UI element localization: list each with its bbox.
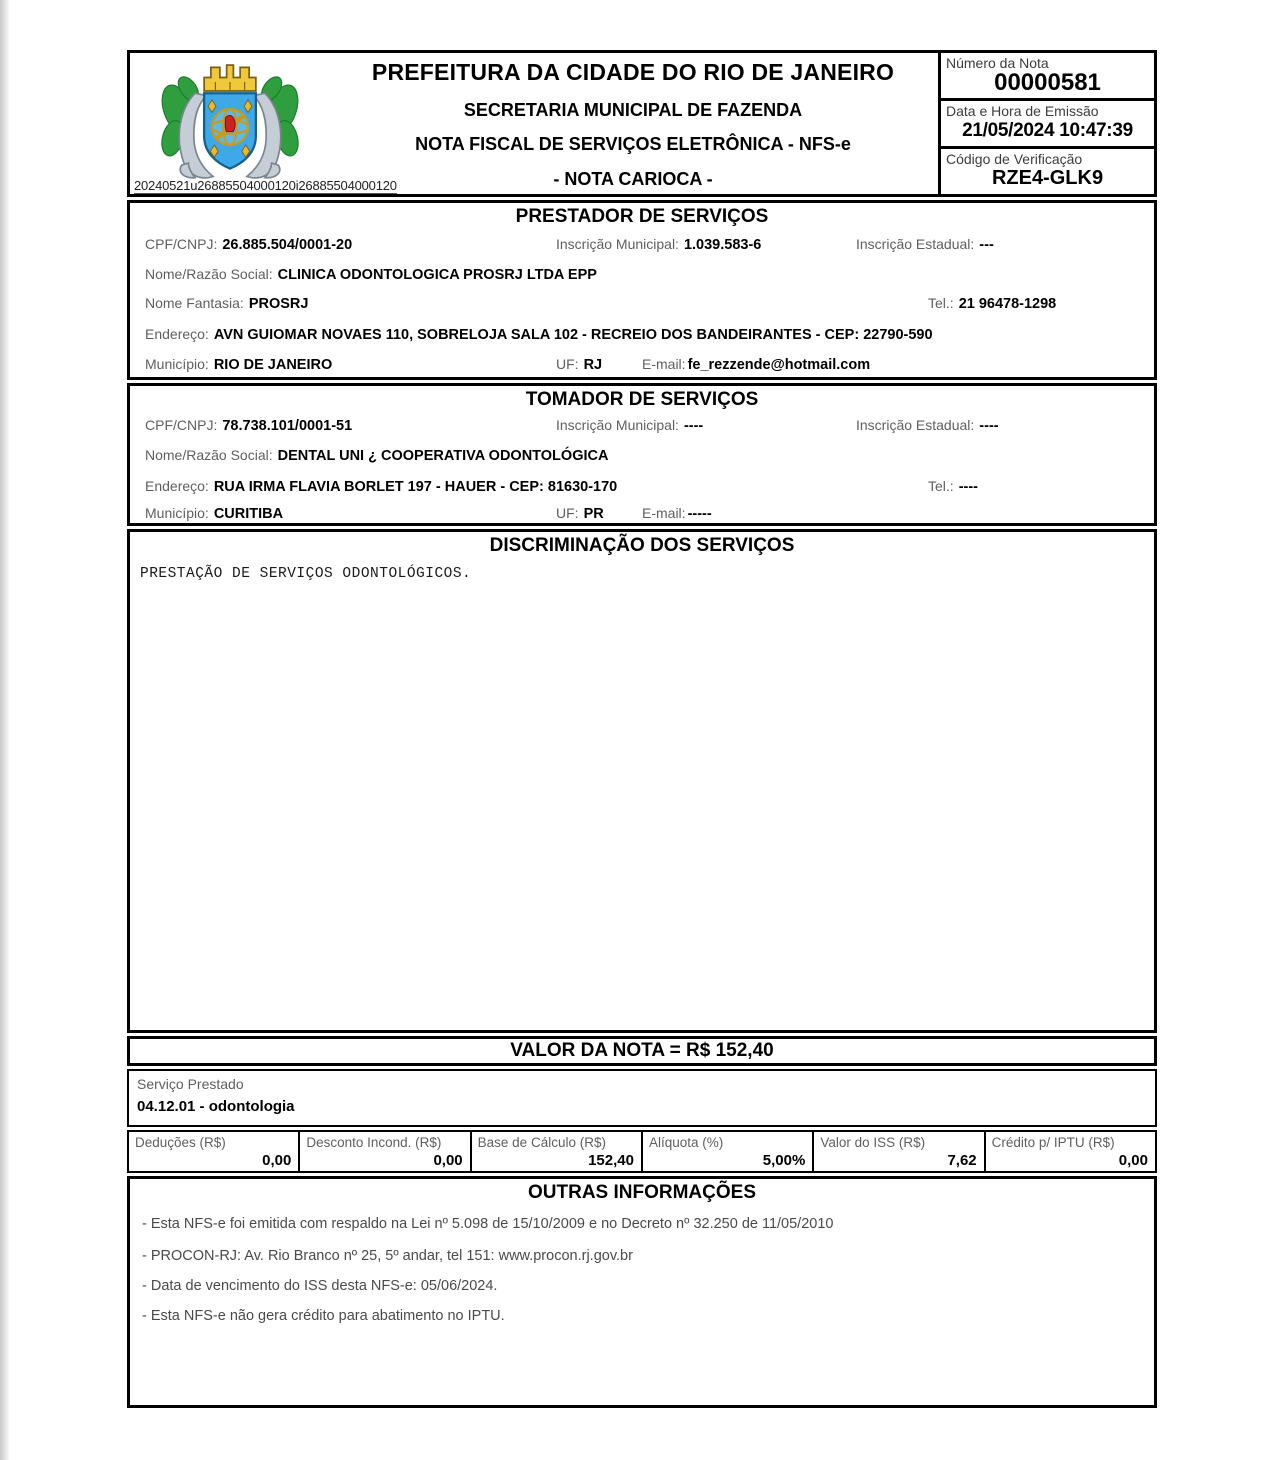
prestador-row-fantasia <box>130 295 1154 317</box>
tomador-endereco: Endereço: RUA IRMA FLAVIA BORLET 197 - HAUER - CEP: 81630-170 <box>145 478 618 495</box>
totals-cell-valor-iss: Valor do ISS (R$) 7,62 <box>812 1132 983 1171</box>
emission-cell <box>941 98 1154 146</box>
prestador-nome-fantasia: Nome Fantasia: PROSRJ <box>145 295 309 312</box>
header-titles <box>328 53 938 194</box>
outras-informacoes-title: OUTRAS INFORMAÇÕES <box>528 1182 756 1203</box>
emission-value: 21/05/2024 10:47:39 <box>962 120 1133 141</box>
nota-carioca-title: - NOTA CARIOCA - <box>553 168 713 189</box>
tomador-municipio: Município: CURITIBA <box>145 505 284 522</box>
totals-cell-credito-iptu: Crédito p/ IPTU (R$) 0,00 <box>984 1132 1155 1171</box>
prestador-row-endereco <box>130 326 1154 348</box>
emission-label: Data e Hora de Emissão <box>946 103 1099 119</box>
tomador-inscricao-estadual: Inscrição Estadual: ---- <box>856 417 999 434</box>
tomador-uf: UF: PR <box>556 505 604 522</box>
header-right-column <box>938 53 1154 194</box>
prestador-email: E-mail: fe_rezzende@hotmail.com <box>642 356 871 373</box>
nota-number-cell <box>941 53 1154 98</box>
nota-number-label: Número da Nota <box>946 55 1049 71</box>
prestador-row-municipio <box>130 356 1154 378</box>
prestador-uf: UF: RJ <box>556 356 603 373</box>
nfse-invoice-document <box>127 50 1157 1408</box>
secretaria-title: SECRETARIA MUNICIPAL DE FAZENDA <box>463 99 803 120</box>
header-section <box>127 50 1157 197</box>
tomador-razao-social: Nome/Razão Social: DENTAL UNI ¿ COOPERATIVA ODONTOLÓGICA <box>145 447 609 464</box>
tomador-row-municipio <box>130 505 1154 527</box>
outras-line-4: - Esta NFS-e não gera crédito para abatimento no IPTU. <box>142 1308 505 1324</box>
prestador-row-razao <box>130 266 1154 288</box>
nfse-title: NOTA FISCAL DE SERVIÇOS ELETRÔNICA - NFS-e <box>415 134 851 155</box>
nota-number-value: 00000581 <box>994 69 1101 96</box>
prestador-municipio: Município: RIO DE JANEIRO <box>145 356 333 373</box>
tomador-tel: Tel.: ---- <box>928 478 979 495</box>
totals-cell-base-calculo: Base de Cálculo (R$) 152,40 <box>470 1132 641 1171</box>
outras-line-1: - Esta NFS-e foi emitida com respaldo na Lei nº 5.098 de 15/10/2009 e no Decreto nº 32.250 de 11/05/2010 <box>142 1216 834 1232</box>
tomador-cpf-cnpj: CPF/CNPJ: 78.738.101/0001-51 <box>145 417 353 434</box>
servico-prestado-section <box>127 1069 1157 1127</box>
totals-table <box>127 1130 1157 1173</box>
totals-cell-desconto: Desconto Incond. (R$) 0,00 <box>298 1132 469 1171</box>
city-title: PREFEITURA DA CIDADE DO RIO DE JANEIRO <box>371 59 895 85</box>
prestador-row-ids <box>130 236 1154 258</box>
scanned-page-edge <box>0 0 10 1460</box>
prestador-title: PRESTADOR DE SERVIÇOS <box>515 206 769 227</box>
prestador-cpf-cnpj: CPF/CNPJ: 26.885.504/0001-20 <box>145 236 353 253</box>
servico-prestado-value: 04.12.01 - odontologia <box>137 1098 295 1115</box>
tomador-row-endereco <box>130 478 1154 500</box>
valor-da-nota-text: VALOR DA NOTA = R$ 152,40 <box>510 1040 774 1061</box>
prestador-tel: Tel.: 21 96478-1298 <box>928 295 1057 312</box>
barcode-id-text: 20240521u26885504000120i26885504000120 <box>134 178 397 193</box>
prestador-endereco: Endereço: AVN GUIOMAR NOVAES 110, SOBRELOJA SALA 102 - RECREIO DOS BANDEIRANTES - CEP: 22790-590 <box>145 326 933 343</box>
rio-coat-of-arms-logo <box>154 55 306 181</box>
discriminacao-title: DISCRIMINAÇÃO DOS SERVIÇOS <box>489 535 795 556</box>
tomador-row-ids <box>130 417 1154 439</box>
servico-prestado-label: Serviço Prestado <box>137 1076 244 1092</box>
tomador-inscricao-municipal: Inscrição Municipal: ---- <box>556 417 704 434</box>
tomador-title: TOMADOR DE SERVIÇOS <box>525 389 759 410</box>
verification-value: RZE4-GLK9 <box>991 167 1104 189</box>
outras-informacoes-section <box>127 1176 1157 1408</box>
outras-line-2: - PROCON-RJ: Av. Rio Branco nº 25, 5º andar, tel 151: www.procon.rj.gov.br <box>142 1248 633 1264</box>
outras-line-3: - Data de vencimento do ISS desta NFS-e: 05/06/2024. <box>142 1278 498 1294</box>
tomador-section <box>127 383 1157 526</box>
discriminacao-text: PRESTAÇÃO DE SERVIÇOS ODONTOLÓGICOS. <box>140 566 472 582</box>
tomador-email: E-mail: ----- <box>642 505 712 522</box>
logo-area <box>130 53 328 194</box>
prestador-inscricao-estadual: Inscrição Estadual: --- <box>856 236 994 253</box>
prestador-section <box>127 200 1157 380</box>
discriminacao-section <box>127 529 1157 1033</box>
prestador-razao-social: Nome/Razão Social: CLINICA ODONTOLOGICA PROSRJ LTDA EPP <box>145 266 597 283</box>
tomador-row-razao <box>130 447 1154 469</box>
valor-da-nota-band <box>127 1036 1157 1066</box>
verification-label: Código de Verificação <box>946 151 1083 167</box>
totals-cell-deducoes: Deduções (R$) 0,00 <box>135 1135 292 1169</box>
verification-cell <box>941 146 1154 194</box>
prestador-inscricao-municipal: Inscrição Municipal: 1.039.583-6 <box>556 236 762 253</box>
totals-cell-aliquota: Alíquota (%) 5,00% <box>641 1132 812 1171</box>
